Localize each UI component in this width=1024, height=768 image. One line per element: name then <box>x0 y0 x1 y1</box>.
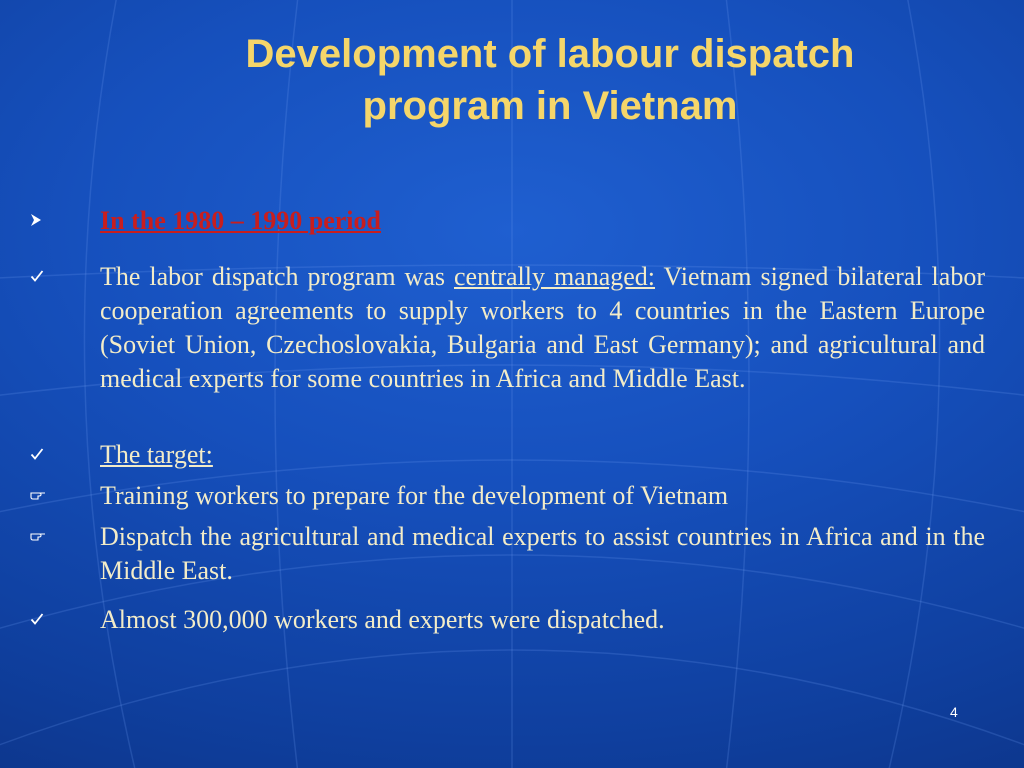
target-label: The target: <box>100 440 213 469</box>
central-prefix: The labor dispatch program was <box>100 262 445 291</box>
checkmark-icon <box>30 447 44 465</box>
pointing-hand-icon <box>30 528 46 546</box>
almost-count-text: Almost 300,000 workers and experts were dispatched. <box>100 605 665 634</box>
central-management-paragraph <box>100 260 985 396</box>
arrowhead-icon <box>30 213 42 231</box>
slide-title-line-1: Development of labour dispatch <box>245 32 855 76</box>
slide-title <box>150 28 950 132</box>
dispatch-experts-text: Dispatch the agricultural and medical experts to assist countries in Africa and in the Middle East. <box>100 522 985 585</box>
checkmark-icon <box>30 612 44 630</box>
slide-title-line-2: program in Vietnam <box>362 84 738 128</box>
pointing-hand-icon <box>30 487 46 505</box>
page-number: 4 <box>950 704 958 720</box>
period-heading: In the 1980 – 1990 period <box>100 206 381 235</box>
training-text: Training workers to prepare for the development of Vietnam <box>100 481 729 510</box>
checkmark-icon <box>30 269 44 287</box>
central-suffix: Vietnam signed bilateral labor cooperation agreements to supply workers to 4 countries in the Eastern Europe (Soviet Union, Czechoslovakia, Bulgaria and East Germany); and agricultural and medical experts for some countries in Africa and Middle East. <box>100 262 985 393</box>
centrally-managed-label: centrally managed: <box>454 262 656 291</box>
